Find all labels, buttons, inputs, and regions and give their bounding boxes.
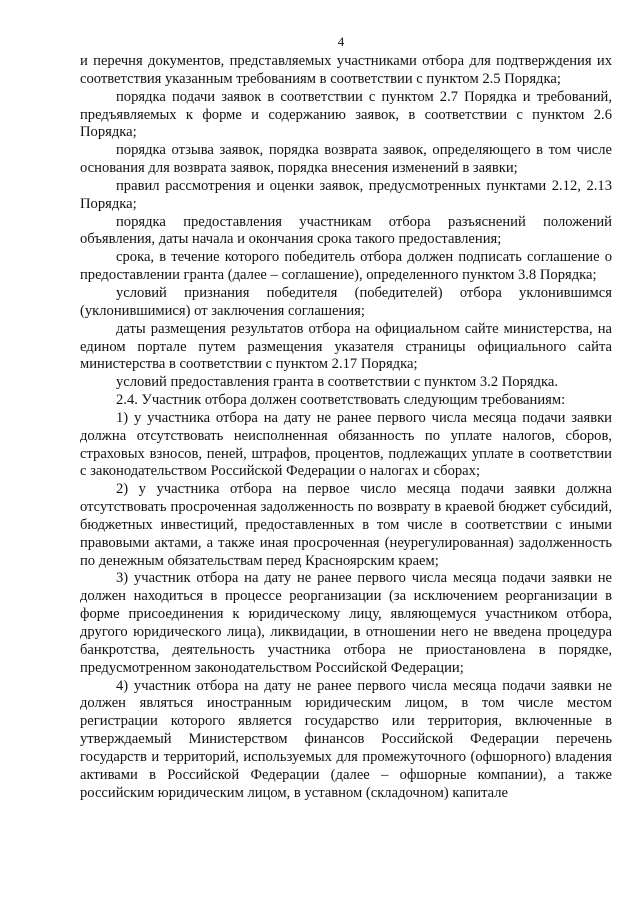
paragraph: 1) у участника отбора на дату не ранее первого числа месяца подачи заявки должна отсутствовать неисполненная обязанность по уплате налогов, сборов, страховых взносов, пеней, штрафов, процентов, подлежащих уплате в соответствии с законодательством Российской Федерации о налогах и сборах; — [80, 409, 612, 480]
paragraph: 3) участник отбора на дату не ранее первого числа месяца подачи заявки не должен находиться в процессе реорганизации (за исключением реорганизации в форме присоединения к юридическому лицу, являющемуся участником отбора, другого юридического лица), ликвидации, в отношении него не введена процедура банкротства, деятельность участника отбора не приостановлена в порядке, предусмотренном законодательством Российской Федерации; — [80, 570, 612, 676]
paragraph: срока, в течение которого победитель отбора должен подписать соглашение о предоставлении гранта (далее – соглашение), определенного пунктом 3.8 Порядка; — [80, 249, 612, 284]
document-body — [80, 53, 612, 802]
paragraph: 4) участник отбора на дату не ранее первого числа месяца подачи заявки не должен являться иностранным юридическим лицом, в том числе местом регистрации которого является государство или территория, включенные в утверждаемый Министерством финансов Российской Федерации перечень государств и территорий, используемых для промежуточного (офшорного) владения активами в Российской Федерации (далее – офшорные компании), а также российским юридическим лицом, в уставном (складочном) капитале — [80, 677, 612, 801]
paragraph: даты размещения результатов отбора на официальном сайте министерства, на едином портале путем размещения указателя страницы официального сайта министерства в соответствии с пунктом 2.17 Порядка; — [80, 320, 612, 373]
paragraph: 2.4. Участник отбора должен соответствовать следующим требованиям: — [116, 392, 566, 409]
paragraph: порядка подачи заявок в соответствии с пунктом 2.7 Порядка и требований, предъявляемых к форме и содержанию заявок, в соответствии с пунктом 2.6 Порядка; — [80, 88, 612, 141]
paragraph: условий предоставления гранта в соответствии с пунктом 3.2 Порядка. — [116, 374, 559, 391]
paragraph: и перечня документов, представляемых участниками отбора для подтверждения их соответствия указанным требованиям в соответствии с пунктом 2.5 Порядка; — [80, 53, 612, 87]
page-number: 4 — [337, 34, 345, 49]
paragraph: порядка отзыва заявок, порядка возврата заявок, определяющего в том числе основания для возврата заявок, порядка внесения изменений в заявки; — [80, 142, 612, 177]
paragraph: порядка предоставления участникам отбора разъяснений положений объявления, даты начала и окончания срока такого предоставления; — [80, 213, 612, 248]
paragraph: 2) у участника отбора на первое число месяца подачи заявки должна отсутствовать просроченная задолженность по возврату в краевой бюджет субсидий, бюджетных инвестиций, предоставленных в том числе в соответствии с иными правовыми актами, а также иная просроченная (неурегулированная) задолженность по денежным обязательствам перед Красноярским краем; — [80, 481, 612, 569]
paragraph: правил рассмотрения и оценки заявок, предусмотренных пунктами 2.12, 2.13 Порядка; — [80, 177, 612, 212]
paragraph: условий признания победителя (победителей) отбора уклонившимся (уклонившимися) от заключения соглашения; — [80, 284, 612, 319]
